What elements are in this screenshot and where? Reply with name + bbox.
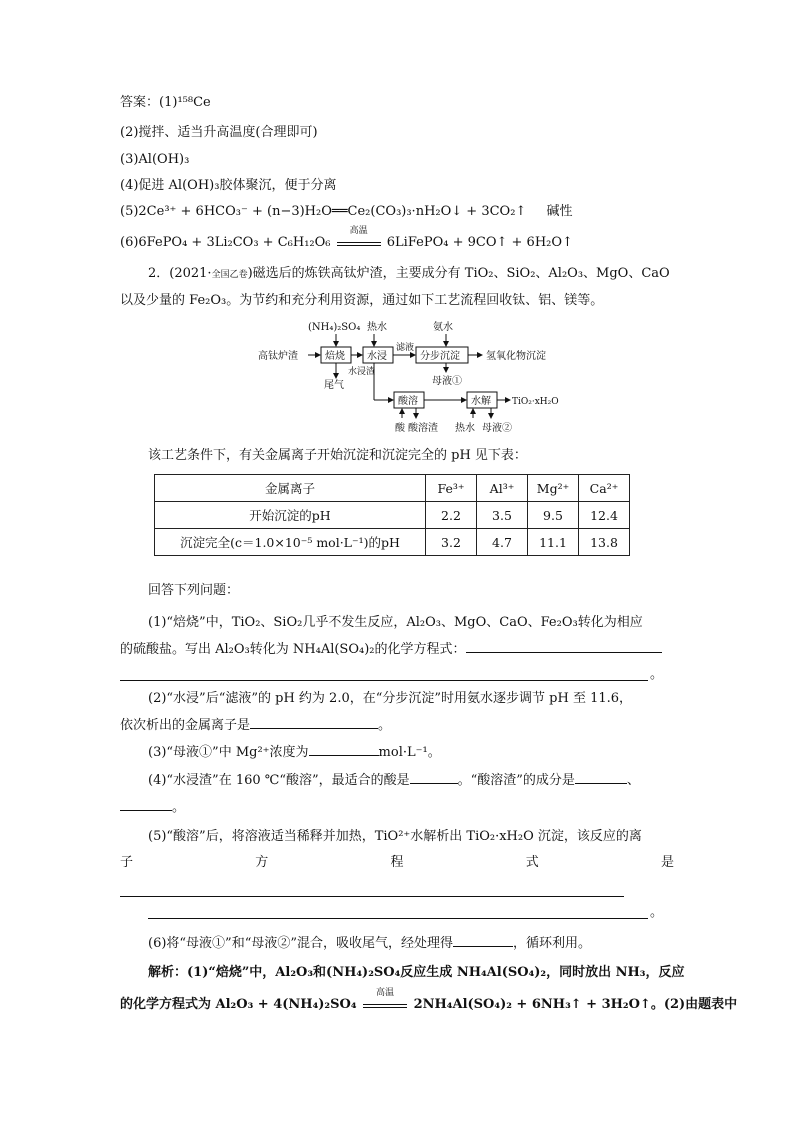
acid-label: 酸 <box>395 423 405 434</box>
hydroxide-product: 氢氧化物沉淀 <box>486 351 546 362</box>
answer-5-note: 碱性 <box>546 204 573 219</box>
answer-line-1 <box>120 92 680 114</box>
q5-line-1: (5)“酸溶”后，将溶液适当稀释并加热，TiO²⁺水解析出 TiO₂·xH₂O 沉淀，该反应的离 <box>148 829 642 844</box>
q2-text: 依次析出的金属离子是 <box>120 718 251 733</box>
table-row <box>155 529 630 556</box>
q5-word: 方 <box>255 855 269 870</box>
process-flow-diagram <box>250 312 620 440</box>
table-cell: 9.5 <box>528 502 579 529</box>
q2-line-1: (2)“水浸”后“滤液”的 pH 约为 2.0，在“分步沉淀”时用氨水逐步调节 pH 至 11.6， <box>148 691 633 706</box>
q5-answer-line-2[interactable] <box>148 918 648 919</box>
q6-answer-blank[interactable] <box>453 932 513 947</box>
q5-word: 程 <box>390 855 404 870</box>
tail-gas-label: 尾气 <box>324 380 344 391</box>
q4-text-a: (4)“水浸渣”在 160 ℃“酸溶”，最适合的酸是 <box>148 773 410 788</box>
table-header-cell: Fe³⁺ <box>426 475 477 502</box>
answer-5-equation: (5)2Ce³⁺ + 6HCO₃⁻ + (n−3)H₂O══Ce₂(CO₃)₃·nH₂O↓ + 3CO₂↑ <box>120 204 527 219</box>
table-header-cell: Ca²⁺ <box>579 475 630 502</box>
q1-text: 的硫酸盐。写出 Al₂O₃转化为 NH₄Al(SO₄)₂的化学方程式： <box>120 642 466 657</box>
q2-end-mark: 。 <box>378 718 392 733</box>
table-intro: 该工艺条件下，有关金属离子开始沉淀和沉淀完全的 pH 见下表： <box>148 448 527 463</box>
q1-answer-blank[interactable] <box>466 638 662 653</box>
analysis-line-2 <box>120 988 738 1016</box>
question-intro-line-2: 以及少量的 Fe₂O₃。为节约和充分利用资源，通过如下工艺流程回收钛、铝、镁等。 <box>120 293 604 308</box>
q4-residue-blank-1[interactable] <box>575 769 627 784</box>
q3-text: (3)“母液①”中 Mg²⁺浓度为 <box>148 745 309 760</box>
acid-residue-label: 酸溶渣 <box>408 423 438 434</box>
q3-answer-blank[interactable] <box>309 741 379 756</box>
table-header-cell: Al³⁺ <box>477 475 528 502</box>
table-cell: 12.4 <box>579 502 630 529</box>
hydrolysis-label: 水解 <box>471 396 491 407</box>
q6-text: (6)将“母液①”和“母液②”混合，吸收尾气，经处理得 <box>148 936 453 951</box>
table-header-cell: 金属离子 <box>155 475 426 502</box>
q1-line-2 <box>120 638 680 661</box>
q4-line-1 <box>148 769 708 792</box>
hot-water-label-2: 热水 <box>455 423 475 434</box>
table-cell: 4.7 <box>477 529 528 556</box>
filtrate-label: 滤液 <box>396 343 415 353</box>
analysis-line-1: 解析：(1)“焙烧”中，Al₂O₃和(NH₄)₂SO₄反应生成 NH₄Al(SO₄)₂，同时放出 NH₃，反应 <box>148 965 685 980</box>
reaction-condition: 高温 <box>349 226 368 236</box>
answer-line-4: (4)促进 Al(OH)₃胶体聚沉，便于分离 <box>120 178 337 193</box>
question-source: 全国乙卷 <box>211 270 248 280</box>
q5-answer-line-1[interactable] <box>120 896 624 897</box>
table-cell: 开始沉淀的pH <box>155 502 426 529</box>
q4-separator: 、 <box>626 773 640 788</box>
question-number: 2．(2021· <box>148 266 212 281</box>
mother-liquor-2: 母液② <box>482 423 512 434</box>
q2-line-2 <box>120 714 680 737</box>
answer-6-right: 6LiFePO₄ + 9CO↑ + 6H₂O↑ <box>386 235 573 250</box>
table-cell: 3.2 <box>426 529 477 556</box>
q5-word: 式 <box>525 855 539 870</box>
reagent-ammonium-sulfate: (NH₄)₂SO₄ <box>308 322 361 333</box>
answer-label: 答案： <box>120 95 160 110</box>
reagent-hot-water: 热水 <box>367 322 387 333</box>
q2-answer-blank[interactable] <box>250 714 378 729</box>
q3-unit: mol·L⁻¹。 <box>378 745 441 760</box>
answer-line-3: (3)Al(OH)₃ <box>120 152 190 167</box>
analysis-condition: 高温 <box>376 988 395 998</box>
q5-word: 子 <box>120 855 134 870</box>
table-header-cell: Mg²⁺ <box>528 475 579 502</box>
q4-line-2 <box>120 796 680 819</box>
q4-end-mark: 。 <box>172 800 186 815</box>
table-cell: 沉淀完全(c＝1.0×10⁻⁵ mol·L⁻¹)的pH <box>155 529 426 556</box>
ph-table <box>154 474 630 556</box>
q1-end-mark: 。 <box>650 667 664 682</box>
reagent-ammonia: 氨水 <box>433 322 453 333</box>
reaction-arrow <box>337 226 381 246</box>
q6-line <box>148 932 708 955</box>
analysis-reaction-arrow <box>363 988 407 1008</box>
answer-line-6 <box>120 226 680 254</box>
table-cell: 13.8 <box>579 529 630 556</box>
q6-tail: ，循环利用。 <box>513 936 592 951</box>
q1-line-1: (1)“焙烧”中，TiO₂、SiO₂几乎不发生反应，Al₂O₃、MgO、CaO、Fe₂O₃转化为相应 <box>148 615 643 630</box>
stepwise-precip-label: 分步沉淀 <box>420 351 460 362</box>
answer-1-value: ¹⁵⁸Ce <box>177 95 211 110</box>
tio2-product: TiO₂·xH₂O <box>512 397 559 407</box>
mother-liquor-1: 母液① <box>432 376 462 387</box>
q5-end-mark: 。 <box>650 905 664 920</box>
answer-prompt: 回答下列问题： <box>148 583 240 598</box>
q3-line <box>148 741 708 764</box>
table-header-row <box>155 475 630 502</box>
q5-word: 是 <box>660 855 674 870</box>
answer-line-2: (2)搅拌、适当升高温度(合理即可) <box>120 125 318 140</box>
q1-answer-line[interactable] <box>120 680 648 681</box>
answer-1-num: (1) <box>159 95 178 110</box>
question-intro-line-1 <box>148 263 708 286</box>
analysis-equation-left: 的化学方程式为 Al₂O₃ + 4(NH₄)₂SO₄ <box>120 997 357 1012</box>
q4-acid-blank[interactable] <box>410 769 458 784</box>
answer-line-5 <box>120 201 680 223</box>
question-intro-text: )磁选后的炼铁高钛炉渣，主要成分有 TiO₂、SiO₂、Al₂O₃、MgO、CaO <box>247 266 670 281</box>
analysis-equation-right: 2NH₄Al(SO₄)₂ + 6NH₃↑ + 3H₂O↑。(2)由题表中 <box>413 997 738 1012</box>
q4-residue-blank-2[interactable] <box>120 796 172 811</box>
q5-line-2 <box>120 852 674 874</box>
table-cell: 2.2 <box>426 502 477 529</box>
acid-dissolve-label: 酸溶 <box>398 396 418 407</box>
answer-6-left: (6)6FePO₄ + 3Li₂CO₃ + C₆H₁₂O₆ <box>120 235 331 250</box>
table-row <box>155 502 630 529</box>
roasting-label: 焙烧 <box>325 351 345 362</box>
q4-text-b: 。“酸溶渣”的成分是 <box>457 773 575 788</box>
table-cell: 11.1 <box>528 529 579 556</box>
feed-label: 高钛炉渣 <box>258 351 298 362</box>
water-leach-label: 水浸 <box>367 351 387 362</box>
table-cell: 3.5 <box>477 502 528 529</box>
water-residue-label: 水浸渣 <box>348 367 376 377</box>
